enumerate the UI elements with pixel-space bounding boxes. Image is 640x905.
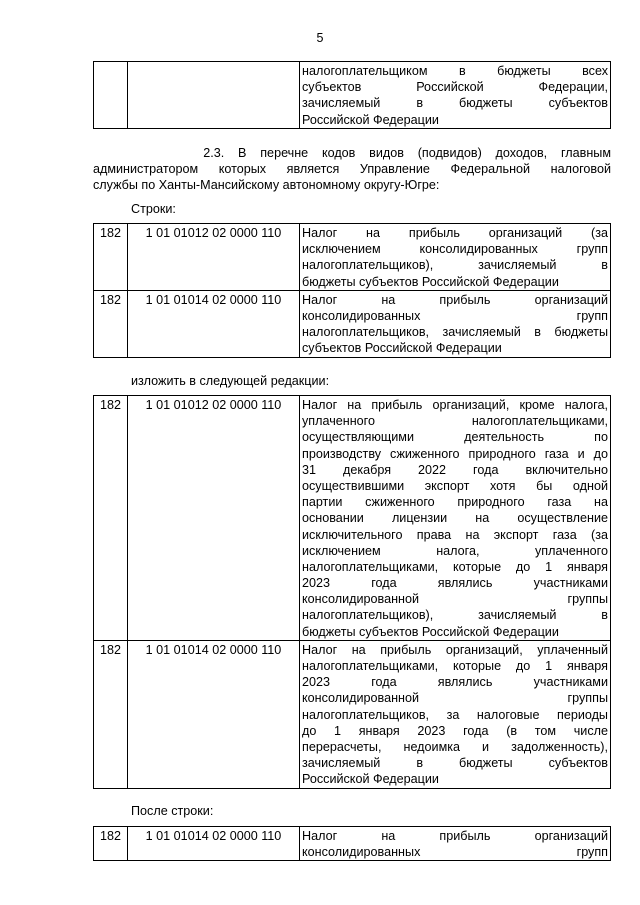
admin-cell: 182 [94,827,128,861]
text-line: бюджеты субъектов Российской Федерации [302,624,559,639]
name-cell [300,62,611,129]
code-cell [128,62,300,129]
page-number: 5 [316,31,324,45]
text-line: консолидированных групп [302,845,608,860]
name-cell [300,640,611,788]
text-line: исключительного права на экспорт газа (за [302,527,608,542]
text-line: зачисляемый в бюджеты субъектов [302,756,608,771]
paragraph-line: администратором которых является Управление Федеральной налоговой [93,162,611,177]
text-line: консолидированных групп [302,308,608,323]
table-row [94,224,611,291]
text-line: осуществляющими деятельность по [302,430,608,445]
paragraph-line: службы по Ханты-Мансийскому автономному округу-Югре: [93,178,440,193]
rows-table [93,223,611,358]
text-line: исключением налога, уплаченного [302,543,608,558]
admin-cell [94,62,128,129]
admin-cell: 182 [94,224,128,291]
name-cell [300,827,611,861]
text-line: исключением консолидированных групп [302,242,608,257]
text-line: Налог на прибыль организаций (за [302,226,608,240]
text-line: налогоплательщиками, которые до 1 января [302,659,608,673]
text-line: бюджеты субъектов Российской Федерации [302,274,559,289]
text-line: до 1 января 2023 года (в том числе [302,723,608,738]
name-cell [300,224,611,291]
text-line: осуществившими экспорт хотя бы одной [302,478,608,493]
text-line: основании лицензии на осуществление [302,511,608,526]
text-line: консолидированной группы [302,592,608,607]
text-line: налогоплательщиком в бюджеты всех [302,64,608,78]
admin-cell: 182 [94,290,128,357]
text-line: зачисляемый в бюджеты субъектов [302,96,608,111]
text-line: Налог на прибыль организаций, уплаченный [302,642,608,657]
text-line: 31 декабря 2022 года включительно [302,462,608,477]
label-edition: изложить в следующей редакции: [131,374,330,388]
text-line: Российской Федерации [302,772,439,787]
label-after: После строки: [131,804,214,818]
continuation-table [93,61,611,129]
table-row [94,827,611,861]
table-row [94,290,611,357]
admin-cell: 182 [94,640,128,788]
text-line: уплаченного налогоплательщиками, [302,414,608,429]
after-table [93,826,611,861]
text-line: субъектов Российской Федерации [302,341,502,356]
text-line: налогоплательщиков), зачисляемый в [302,258,608,273]
table-row [94,640,611,788]
code-cell: 1 01 01014 02 0000 110 [128,290,300,357]
text-line: Налог на прибыль организаций [302,292,608,307]
paragraph-2-3 [93,145,611,194]
label-rows: Строки: [131,202,176,216]
admin-cell: 182 [94,396,128,641]
code-cell: 1 01 01012 02 0000 110 [128,396,300,641]
text-line: налогоплательщиков), зачисляемый в [302,608,608,623]
table-row [94,62,611,129]
name-cell [300,396,611,641]
text-line: 2023 года являлись участниками [302,576,608,591]
text-line: налогоплательщиками, которые до 1 января [302,559,608,574]
text-line: партии сжиженного природного газа на [302,495,608,510]
text-line: производству сжиженного природного газа и до [302,446,608,461]
edition-table [93,395,611,789]
text-line: налогоплательщиков, за налоговые периоды [302,707,608,722]
text-line: субъектов Российской Федерации, [302,80,608,95]
code-cell: 1 01 01012 02 0000 110 [128,224,300,291]
code-cell: 1 01 01014 02 0000 110 [128,640,300,788]
table-row [94,396,611,641]
text-line: консолидированной группы [302,691,608,706]
code-cell: 1 01 01014 02 0000 110 [128,827,300,861]
text-line: налогоплательщиков, зачисляемый в бюджеты [302,325,608,340]
name-cell [300,290,611,357]
paragraph-line: 2.3. В перечне кодов видов (подвидов) доходов, главным [93,146,611,160]
text-line: 2023 года являлись участниками [302,675,608,690]
text-line: перерасчеты, недоимка и задолженность), [302,739,608,754]
text-line: Налог на прибыль организаций [302,829,608,843]
text-line: Налог на прибыль организаций, кроме налога, [302,398,608,412]
text-line: Российской Федерации [302,112,439,127]
